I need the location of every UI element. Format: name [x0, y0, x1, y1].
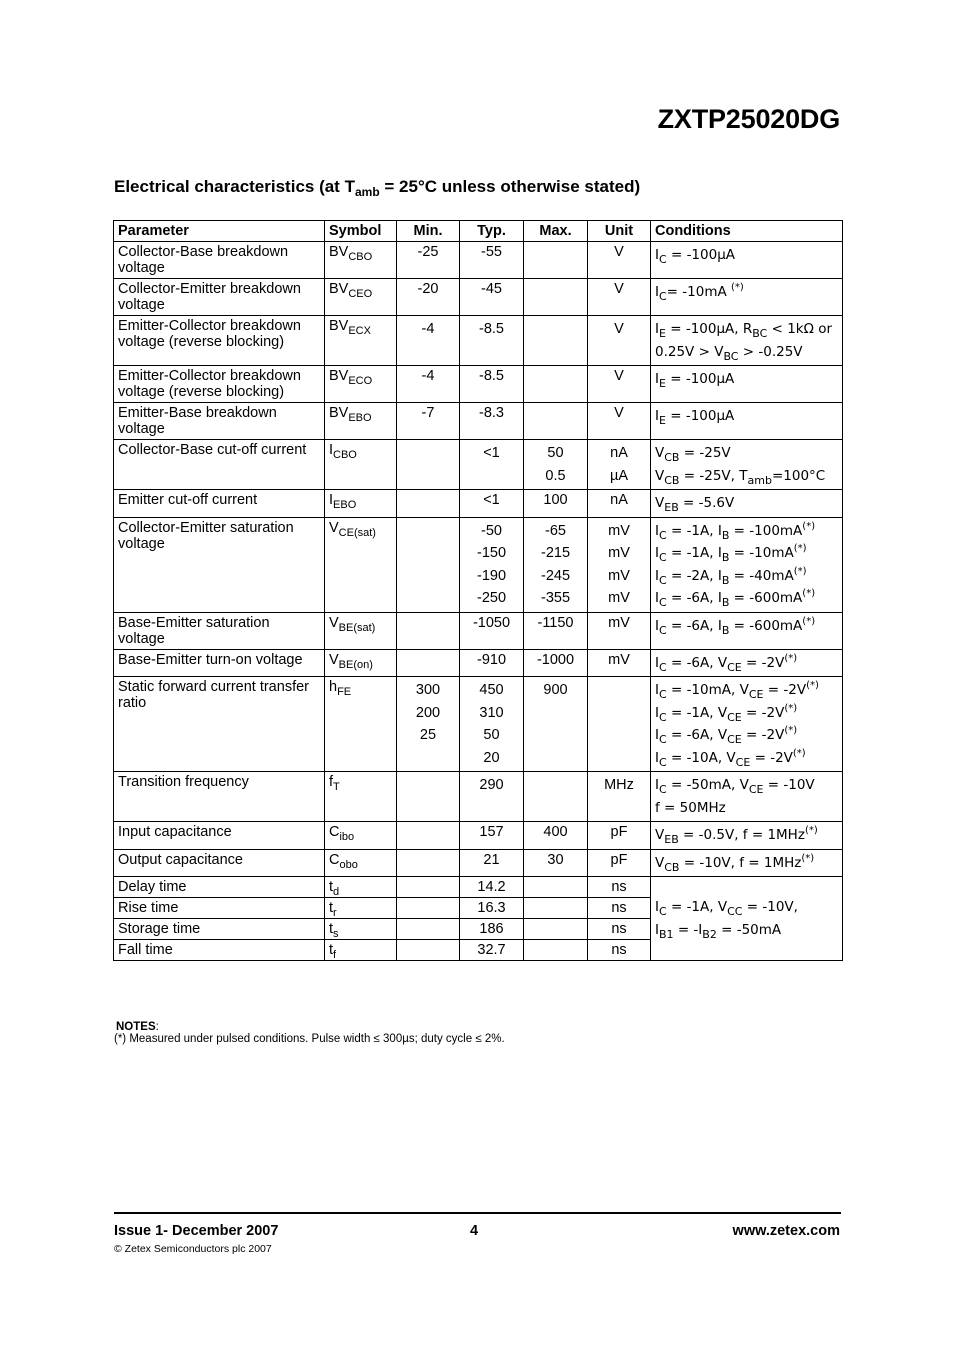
cell-value: pF	[610, 851, 628, 868]
typ-cell	[460, 849, 524, 877]
symbol-cell: $t_d$	[325, 877, 397, 898]
unit-cell	[588, 242, 651, 279]
unit-cell	[588, 279, 651, 316]
cell-value: -50	[481, 522, 502, 539]
header-unit: Unit	[588, 221, 651, 242]
unit-cell	[588, 403, 651, 440]
max-cell	[524, 919, 588, 940]
typ-cell	[460, 517, 524, 612]
cell-value: mV	[608, 614, 630, 631]
cell-value: V	[614, 405, 624, 421]
max-cell	[524, 242, 588, 279]
typ-cell: 186	[460, 919, 524, 940]
header-parameter: Parameter	[114, 221, 325, 242]
cell-value: -8.5	[479, 321, 504, 337]
notes-heading: NOTES:	[116, 1021, 159, 1033]
max-cell	[524, 649, 588, 677]
cell-value: -25	[417, 244, 439, 260]
min-cell	[397, 677, 460, 772]
max-cell	[524, 316, 588, 366]
condition-line: $I_C = -1A$, $V_{CE} = -2V^{(*)}$	[655, 702, 798, 724]
cell-value: -20	[417, 281, 439, 297]
condition-line: $I_C = -10A$, $V_{CE} = -2V^{(*)}$	[655, 747, 806, 769]
parameter-cell: Collector-Emitter breakdown voltage	[114, 279, 325, 316]
parameter-cell: Emitter-Base breakdown voltage	[114, 403, 325, 440]
typ-cell	[460, 440, 524, 490]
unit-cell: ns	[588, 898, 651, 919]
symbol-cell: $h_{FE}$	[325, 677, 397, 772]
cell-value: 25	[419, 727, 437, 743]
min-cell	[397, 877, 460, 898]
max-cell	[524, 403, 588, 440]
table-row	[114, 849, 843, 877]
table-row	[114, 822, 843, 850]
parameter-cell: Transition frequency	[114, 772, 325, 822]
conditions-cell	[651, 849, 843, 877]
min-cell	[397, 403, 460, 440]
conditions-cell	[651, 822, 843, 850]
symbol-cell: $BV_{ECX}$	[325, 316, 397, 366]
condition-line: $V_{CB} = -25V$	[655, 445, 731, 464]
max-cell	[524, 822, 588, 850]
symbol-cell: $I_{CBO}$	[325, 440, 397, 490]
symbol-cell: $I_{EBO}$	[325, 490, 397, 518]
table-row	[114, 279, 843, 316]
condition-line: $I_C = -1A$, $I_B = -100mA^{(*)}$	[655, 520, 816, 542]
symbol-cell: $t_f$	[325, 940, 397, 961]
condition-line: $I_C = -6A$, $I_B = -600mA^{(*)}$	[655, 615, 816, 637]
parameter-cell: Collector-Base breakdown voltage	[114, 242, 325, 279]
condition-line: $I_C = -6A$, $I_B = -600mA^{(*)}$	[655, 588, 816, 609]
typ-cell: 16.3	[460, 898, 524, 919]
cell-value: -250	[476, 590, 507, 606]
footer-copyright: © Zetex Semiconductors plc 2007	[114, 1243, 272, 1255]
conditions-cell	[651, 403, 843, 440]
cell-value: 100	[543, 492, 568, 508]
cell-value: mV	[608, 522, 630, 539]
table-row	[114, 772, 843, 822]
parameter-cell: Collector-Base cut-off current	[114, 440, 325, 490]
electrical-characteristics-table	[113, 220, 843, 961]
symbol-cell: $BV_{EBO}$	[325, 403, 397, 440]
condition-line: $V_{EB} = -0.5V$, f = 1MHz(*)	[655, 825, 818, 846]
table-row	[114, 440, 843, 490]
condition-line: $V_{EB} = -5.6V$	[655, 495, 735, 514]
typ-cell	[460, 649, 524, 677]
cell-value: mV	[608, 651, 630, 668]
conditions-cell	[651, 316, 843, 366]
max-cell	[524, 677, 588, 772]
cell-value: -8.3	[479, 405, 504, 421]
cell-value: V	[614, 368, 624, 384]
cell-value: 450	[479, 682, 504, 698]
symbol-cell: $C_{ibo}$	[325, 822, 397, 850]
symbol-cell: $t_r$	[325, 898, 397, 919]
conditions-cell	[651, 490, 843, 518]
symbol-cell: $f_T$	[325, 772, 397, 822]
parameter-cell: Base-Emitter saturation voltage	[114, 612, 325, 649]
max-cell	[524, 612, 588, 649]
unit-cell	[588, 822, 651, 850]
max-cell	[524, 440, 588, 490]
table-row	[114, 677, 843, 772]
cell-value: <1	[483, 445, 500, 461]
notes-text: (*) Measured under pulsed conditions. Pulse width ≤ 300µs; duty cycle ≤ 2%.	[114, 1033, 505, 1045]
min-cell	[397, 919, 460, 940]
cell-value: mV	[608, 567, 630, 584]
typ-cell	[460, 677, 524, 772]
conditions-cell	[651, 279, 843, 316]
cell-value: 900	[543, 682, 568, 698]
header-typ: Typ.	[460, 221, 524, 242]
typ-cell	[460, 242, 524, 279]
cell-value: 21	[483, 851, 500, 868]
cell-value: mV	[608, 590, 630, 606]
cell-value: 310	[479, 704, 504, 721]
table-row	[114, 316, 843, 366]
typ-cell: 14.2	[460, 877, 524, 898]
min-cell	[397, 940, 460, 961]
condition-line: $I_C= -10mA$ (*)	[655, 282, 744, 303]
max-cell	[524, 898, 588, 919]
unit-cell	[588, 490, 651, 518]
symbol-cell: $BV_{CBO}$	[325, 242, 397, 279]
min-cell	[397, 849, 460, 877]
typ-cell	[460, 403, 524, 440]
cell-value: 290	[479, 777, 504, 793]
cell-value: -150	[476, 545, 507, 561]
footer-divider	[114, 1212, 841, 1214]
cell-value: 400	[543, 824, 568, 840]
cell-value: mV	[608, 545, 630, 561]
cell-value: -4	[421, 321, 435, 337]
min-cell	[397, 517, 460, 612]
cell-value: 0.5	[545, 467, 566, 484]
cell-value: <1	[483, 492, 500, 508]
header-min: Min.	[397, 221, 460, 242]
cell-value: -7	[421, 405, 435, 421]
cell-value: MHz	[604, 777, 634, 793]
section-title: Electrical characteristics (at $T_{amb} = 25^\circ C$ unless otherwise stated)	[114, 177, 641, 199]
footer-website: www.zetex.com	[732, 1223, 840, 1239]
condition-line: $I_C = -1A$, $I_B = -10mA^{(*)}$	[655, 543, 807, 564]
conditions-cell	[651, 772, 843, 822]
cell-value: -65	[545, 522, 566, 539]
condition-line: $V_{CB} = -10V$, f = 1MHz(*)	[655, 852, 815, 874]
condition-line: $I_E = -100\mu A$, $R_{BC} < 1k\Omega$ or	[655, 321, 833, 340]
typ-cell	[460, 822, 524, 850]
condition-line: $I_C = -6A$, $V_{CE} = -2V^{(*)}$	[655, 652, 798, 674]
conditions-cell	[651, 649, 843, 677]
cell-value: V	[614, 281, 624, 297]
unit-cell: ns	[588, 919, 651, 940]
unit-cell: ns	[588, 877, 651, 898]
unit-cell	[588, 677, 651, 772]
switching-conditions-cell	[651, 877, 843, 961]
footer-page-number: 4	[470, 1223, 479, 1239]
cell-value: -1000	[536, 651, 575, 668]
min-cell	[397, 279, 460, 316]
min-cell	[397, 649, 460, 677]
table-row	[114, 877, 843, 898]
condition-line: $0.25V > V_{BC} > -0.25V$	[655, 343, 803, 363]
conditions-cell	[651, 677, 843, 772]
unit-cell	[588, 517, 651, 612]
cell-value: 50	[483, 727, 500, 743]
condition-line: $V_{CB} = -25V$, $T_{amb}=100^\circ C$	[655, 467, 826, 487]
unit-cell	[588, 772, 651, 822]
cell-value: V	[614, 321, 624, 337]
parameter-cell: Delay time	[114, 877, 325, 898]
unit-cell	[588, 440, 651, 490]
cell-value: -190	[476, 567, 507, 584]
typ-cell: 32.7	[460, 940, 524, 961]
header-symbol: Symbol	[325, 221, 397, 242]
symbol-cell: $BV_{ECO}$	[325, 366, 397, 403]
unit-cell	[588, 366, 651, 403]
table-row	[114, 242, 843, 279]
min-cell	[397, 612, 460, 649]
table-row	[114, 490, 843, 518]
condition-line: $I_C = -100\mu A$	[655, 247, 736, 266]
typ-cell	[460, 366, 524, 403]
header-max: Max.	[524, 221, 588, 242]
cell-value: -8.5	[479, 368, 504, 384]
notes	[114, 1021, 505, 1045]
max-cell	[524, 279, 588, 316]
cell-value: pF	[610, 824, 628, 840]
max-cell	[524, 772, 588, 822]
min-cell	[397, 898, 460, 919]
min-cell	[397, 242, 460, 279]
cell-value: -245	[540, 567, 571, 584]
condition-line: $I_{B1} = -I_{B2} = -50mA$	[655, 921, 782, 941]
cell-value: -1150	[537, 614, 574, 631]
unit-cell	[588, 849, 651, 877]
conditions-cell	[651, 242, 843, 279]
symbol-cell: $V_{BE(on)}$	[325, 649, 397, 677]
cell-value: nA	[610, 445, 628, 461]
cell-value: 300	[415, 682, 441, 698]
min-cell	[397, 316, 460, 366]
cell-value: -215	[540, 545, 571, 561]
conditions-cell	[651, 440, 843, 490]
max-cell	[524, 517, 588, 612]
condition-line: f = 50MHz	[655, 799, 726, 816]
table-row	[114, 366, 843, 403]
unit-cell	[588, 316, 651, 366]
conditions-cell	[651, 366, 843, 403]
unit-cell	[588, 649, 651, 677]
cell-value: 200	[415, 704, 441, 721]
typ-cell	[460, 316, 524, 366]
typ-cell	[460, 490, 524, 518]
table-row	[114, 649, 843, 677]
cell-value: -4	[421, 368, 435, 384]
symbol-cell: $BV_{CEO}$	[325, 279, 397, 316]
cell-value: V	[614, 244, 624, 260]
max-cell	[524, 366, 588, 403]
condition-line: $I_C = -2A$, $I_B = -40mA^{(*)}$	[655, 565, 807, 587]
parameter-cell: Collector-Emitter saturation voltage	[114, 517, 325, 612]
parameter-cell: Emitter cut-off current	[114, 490, 325, 518]
cell-value: 157	[479, 824, 504, 840]
parameter-cell: Input capacitance	[114, 822, 325, 850]
cell-value: µA	[609, 467, 629, 484]
conditions-cell	[651, 517, 843, 612]
cell-value: 20	[483, 749, 500, 766]
condition-line: $I_C = -50mA$, $V_{CE} = -10V$	[655, 777, 815, 796]
unit-cell: ns	[588, 940, 651, 961]
symbol-cell: $C_{obo}$	[325, 849, 397, 877]
table-header-row	[114, 221, 843, 242]
cell-value: nA	[610, 492, 628, 508]
typ-cell	[460, 612, 524, 649]
max-cell	[524, 849, 588, 877]
cell-value: 30	[547, 851, 564, 868]
condition-line: $I_C = -10mA$, $V_{CE} = -2V^{(*)}$	[655, 680, 819, 701]
parameter-cell: Emitter-Collector breakdown voltage (reverse blocking)	[114, 366, 325, 403]
conditions-cell	[651, 612, 843, 649]
parameter-cell: Fall time	[114, 940, 325, 961]
table-row	[114, 612, 843, 649]
min-cell	[397, 490, 460, 518]
parameter-cell: Output capacitance	[114, 849, 325, 877]
cell-value: -910	[476, 651, 507, 668]
condition-line: $I_C = -1A$, $V_{CC} = -10V$,	[655, 899, 798, 918]
parameter-cell: Emitter-Collector breakdown voltage (reverse blocking)	[114, 316, 325, 366]
min-cell	[397, 440, 460, 490]
parameter-cell: Storage time	[114, 919, 325, 940]
cell-value: -355	[540, 590, 571, 606]
table-row	[114, 403, 843, 440]
cell-value: -45	[481, 281, 502, 297]
symbol-cell: $V_{CE(sat)}$	[325, 517, 397, 612]
max-cell	[524, 940, 588, 961]
symbol-cell: $V_{BE(sat)}$	[325, 612, 397, 649]
parameter-cell: Base-Emitter turn-on voltage	[114, 649, 325, 677]
max-cell	[524, 877, 588, 898]
min-cell	[397, 366, 460, 403]
part-number: ZXTP25020DG	[657, 104, 840, 134]
min-cell	[397, 772, 460, 822]
cell-value: -55	[481, 244, 502, 260]
condition-line: $I_C = -6A$, $V_{CE} = -2V^{(*)}$	[655, 725, 798, 746]
typ-cell	[460, 772, 524, 822]
symbol-cell: $t_s$	[325, 919, 397, 940]
unit-cell	[588, 612, 651, 649]
cell-value: 50	[547, 445, 564, 461]
typ-cell	[460, 279, 524, 316]
cell-value: -1050	[472, 614, 511, 631]
condition-line: $I_E = -100\mu A$	[655, 408, 735, 427]
footer-issue: Issue 1- December 2007	[114, 1223, 279, 1239]
max-cell	[524, 490, 588, 518]
parameter-cell: Rise time	[114, 898, 325, 919]
table-row	[114, 517, 843, 612]
parameter-cell: Static forward current transfer ratio	[114, 677, 325, 772]
header-conditions: Conditions	[651, 221, 843, 242]
min-cell	[397, 822, 460, 850]
condition-line: $I_E = -100\mu A$	[655, 371, 735, 390]
